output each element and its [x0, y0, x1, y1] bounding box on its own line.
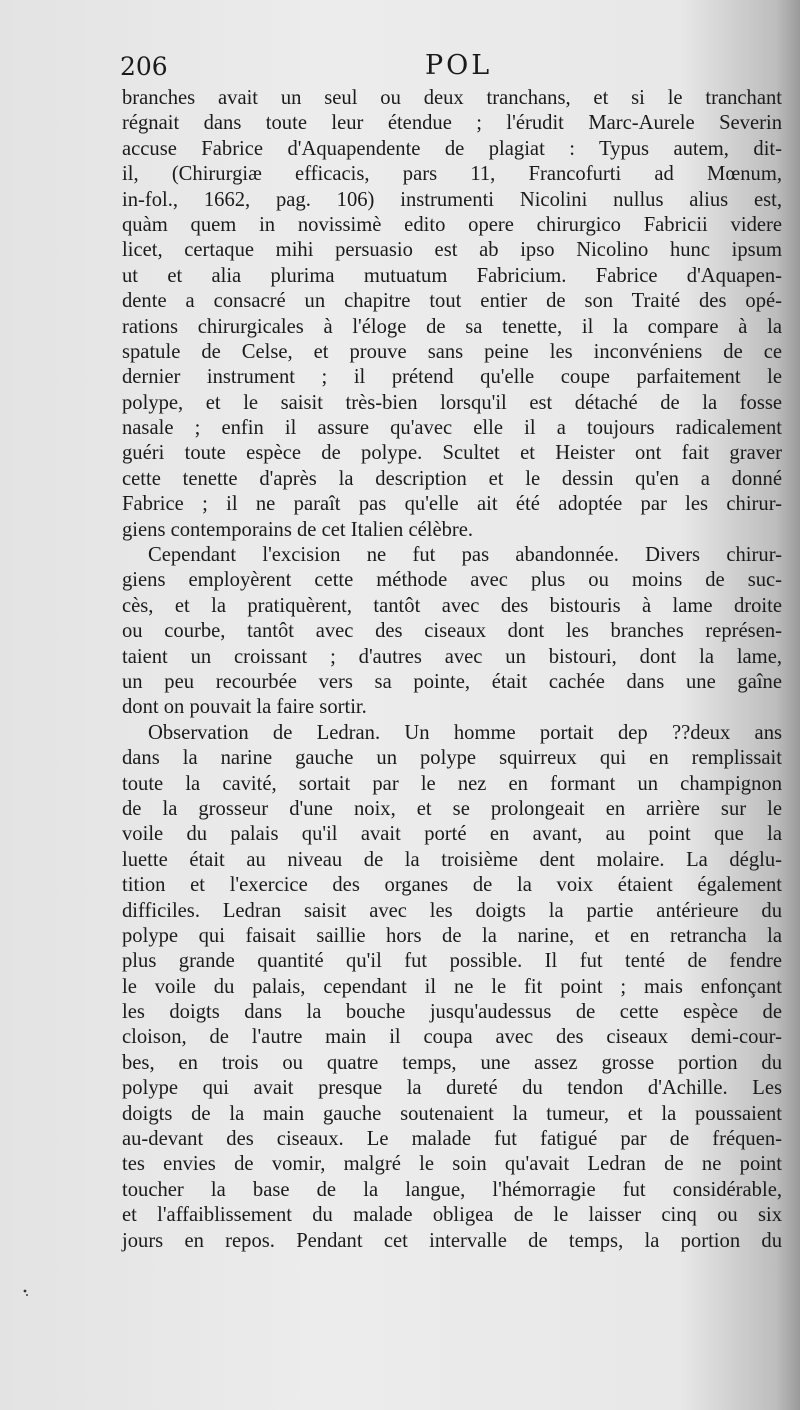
text-line: ut et alia plurima mutuatum Fabricium. Fabrice d'Aquapen- — [122, 264, 782, 287]
page-header — [120, 50, 780, 90]
text-line: licet, certaque mihi persuasio est ab ipso Nicolino hunc ipsum — [122, 239, 782, 262]
text-line: et l'affaiblissement du malade obligea de le laisser cinq ou six — [122, 1204, 782, 1227]
text-line: Observation de Ledran. Un homme portait dep ??deux ans — [148, 721, 782, 744]
text-line: rations chirurgicales à l'éloge de sa tenette, il la compare à la — [122, 315, 782, 338]
text-line: régnait dans toute leur étendue ; l'érudit Marc-Aurele Severin — [122, 112, 782, 135]
text-line: doigts de la main gauche soutenaient la tumeur, et la poussaient — [122, 1102, 782, 1125]
text-line: luette était au niveau de la troisième dent molaire. La déglu- — [122, 848, 782, 871]
text-line: toute la cavité, sortait par le nez en formant un champignon — [122, 772, 782, 795]
ink-speck — [22, 1288, 30, 1298]
text-line: taient un croissant ; d'autres avec un bistouri, dont la lame, — [122, 645, 782, 668]
text-line: difficiles. Ledran saisit avec les doigts la partie antérieure du — [122, 899, 782, 922]
text-line: tes envies de vomir, malgré le soin qu'avait Ledran de ne point — [122, 1153, 782, 1176]
text-line: spatule de Celse, et prouve sans peine les inconvéniens de ce — [122, 340, 782, 363]
text-line: cette tenette d'après la description et le dessin qu'en a donné — [122, 467, 782, 490]
text-line: in-fol., 1662, pag. 106) instrumenti Nicolini nullus alius est, — [122, 188, 782, 211]
text-line: nasale ; enfin il assure qu'avec elle il a toujours radicalement — [122, 417, 782, 440]
text-line: bes, en trois ou quatre temps, une assez grosse portion du — [122, 1051, 782, 1074]
text-line: le voile du palais, cependant il ne le fit point ; mais enfonçant — [122, 975, 782, 998]
text-line: dont on pouvait la faire sortir. — [122, 696, 367, 719]
text-line: les doigts dans la bouche jusqu'audessus de cette espèce de — [122, 1001, 782, 1024]
text-line: polype qui avait presque la dureté du tendon d'Achille. Les — [122, 1077, 782, 1100]
text-line: Fabrice ; il ne paraît pas qu'elle ait été adoptée par les chirur- — [122, 493, 782, 516]
text-line: branches avait un seul ou deux tranchans, et si le tranchant — [122, 87, 782, 109]
text-line: giens contemporains de cet Italien célèbre. — [122, 518, 474, 541]
body-text — [122, 86, 782, 1254]
text-line: ou courbe, tantôt avec des ciseaux dont les branches représen- — [122, 620, 782, 643]
text-line: voile du palais qu'il avait porté en avant, au point que la — [122, 823, 782, 846]
text-line: Cependant l'excision ne fut pas abandonnée. Divers chirur- — [148, 544, 782, 567]
text-line: guéri toute espèce de polype. Scultet et Heister ont fait graver — [122, 442, 782, 465]
text-line: tition et l'exercice des organes de la voix étaient également — [122, 874, 782, 897]
text-line: il, (Chirurgiæ efficacis, pars 11, Francofurti ad Mœnum, — [122, 163, 782, 186]
text-line: plus grande quantité qu'il fut possible. Il fut tenté de fendre — [122, 950, 782, 973]
text-line: cès, et la pratiquèrent, tantôt avec des bistouris à lame droite — [122, 594, 782, 617]
text-line: accuse Fabrice d'Aquapendente de plagiat : Typus autem, dit- — [122, 137, 782, 160]
running-head: POL — [425, 50, 493, 81]
text-line: dans la narine gauche un polype squirreux qui en remplissait — [122, 747, 782, 770]
text-line: jours en repos. Pendant cet intervalle de temps, la portion du — [122, 1229, 782, 1252]
text-line: quàm quem in novissimè edito opere chirurgico Fabricii videre — [122, 213, 782, 236]
text-line: dernier instrument ; il prétend qu'elle coupe parfaitement le — [122, 366, 782, 389]
page-number: 206 — [120, 52, 168, 81]
text-line: cloison, de l'autre main il coupa avec des ciseaux demi-cour- — [122, 1026, 782, 1049]
text-line: toucher la base de la langue, l'hémorragie fut considérable, — [122, 1178, 782, 1201]
text-line: au-devant des ciseaux. Le malade fut fatigué par de fréquen- — [122, 1128, 782, 1151]
text-line: giens employèrent cette méthode avec plus ou moins de suc- — [122, 569, 782, 592]
text-line: polype, et le saisit très-bien lorsqu'il est détaché de la fosse — [122, 391, 782, 414]
text-line: dente a consacré un chapitre tout entier de son Traité des opé- — [122, 290, 782, 313]
text-line: de la grosseur d'une noix, et se prolongeait en arrière sur le — [122, 797, 782, 820]
text-line: un peu recourbée vers sa pointe, était cachée dans une gaîne — [122, 670, 782, 693]
text-line: polype qui faisait saillie hors de la narine, et en retrancha la — [122, 924, 782, 947]
